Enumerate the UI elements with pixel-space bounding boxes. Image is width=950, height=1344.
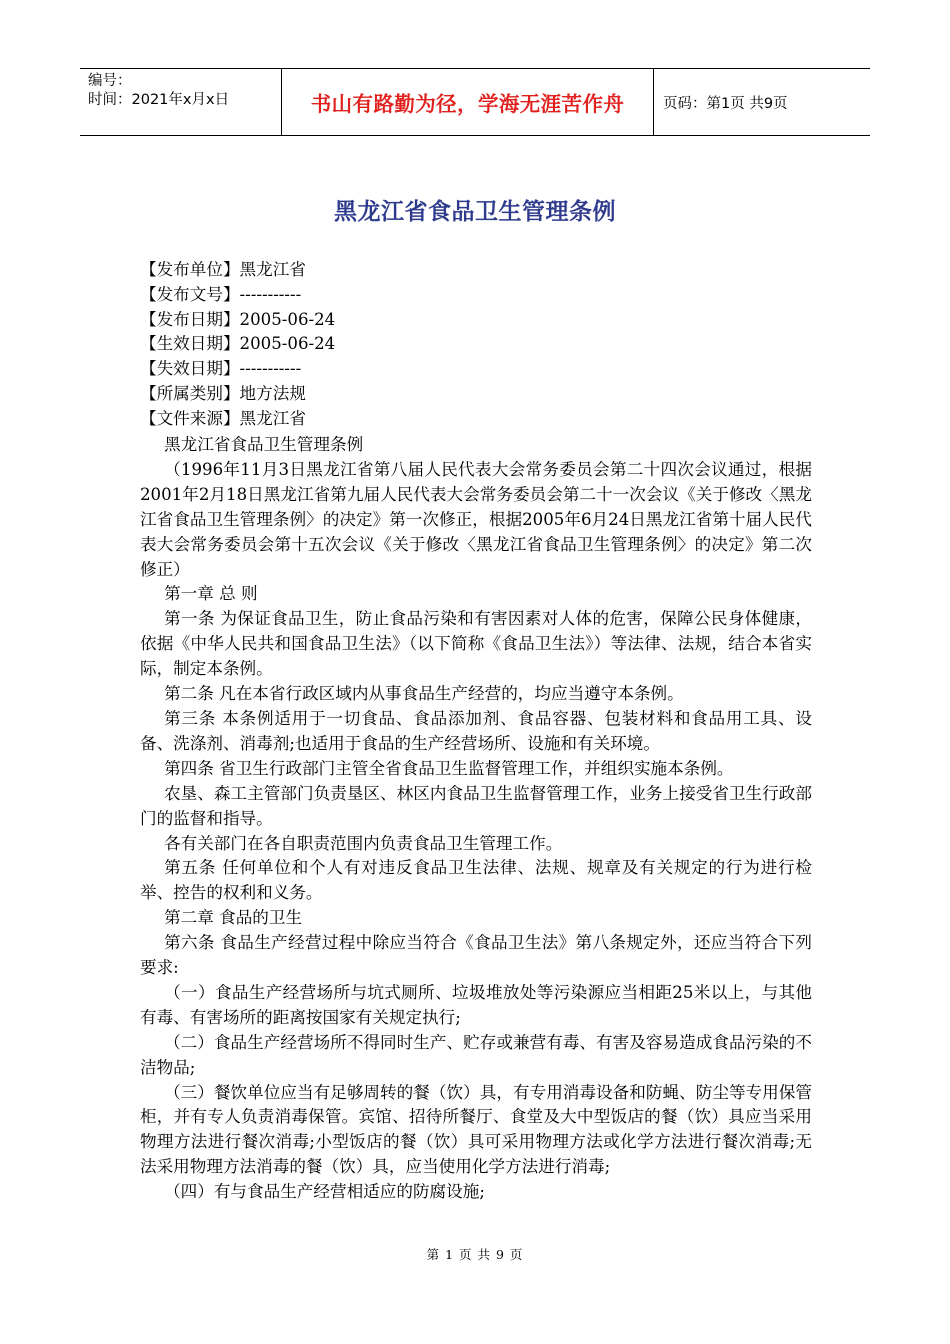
article-paragraph: 各有关部门在各自职责范围内负责食品卫生管理工作。 (164, 833, 563, 853)
meta-effective-date: 【生效日期】2005-06-24 (140, 334, 336, 354)
header-left-cell (80, 69, 281, 135)
meta-source: 【文件来源】黑龙江省 (140, 408, 306, 428)
meta-category: 【所属类别】地方法规 (140, 383, 306, 403)
clause-item: （一）食品生产经营场所与坑式厕所、垃圾堆放处等污染源应当相距25米以上，与其他有毒、有害场所的距离按国家有关规定执行; (140, 982, 812, 1027)
article-paragraph: 第二条 凡在本省行政区域内从事食品生产经营的，均应当遵守本条例。 (164, 684, 684, 704)
meta-publisher: 【发布单位】黑龙江省 (140, 260, 306, 279)
document-time-label: 时间：2021年x月x日 (88, 92, 230, 108)
meta-publish-date: 【发布日期】2005-06-24 (140, 309, 336, 329)
article-paragraph: 第三条 本条例适用于一切食品、食品添加剂、食品容器、包装材料和食品用工具、设备、洗涤剂、消毒剂;也适用于食品的生产经营场所、设施和有关环境。 (140, 708, 812, 753)
article-paragraph: 第四条 省卫生行政部门主管全省食品卫生监督管理工作，并组织实施本条例。 (164, 758, 734, 778)
document-body (140, 433, 812, 1205)
document-number-label: 编号： (88, 73, 132, 89)
header-table (80, 68, 870, 136)
meta-expiry-date: 【失效日期】----------- (140, 359, 302, 379)
header-page-cell (654, 69, 870, 135)
header-motto: 书山有路勤为径，学海无涯苦作舟 (310, 92, 625, 116)
clause-item: （四）有与食品生产经营相适应的防腐设施; (164, 1182, 485, 1202)
document-title: 黑龙江省食品卫生管理条例 (334, 199, 616, 225)
header-page-info: 页码：第1页 共9页 (663, 95, 788, 112)
page-footer: 第 1 页 共 9 页 (426, 1247, 524, 1262)
document-metadata (140, 258, 820, 432)
header-motto-cell (281, 69, 654, 135)
clause-item: （三）餐饮单位应当有足够周转的餐（饮）具，有专用消毒设备和防蝇、防尘等专用保管柜，并有专人负责消毒保管。宾馆、招待所餐厅、食堂及大中型饭店的餐（饮）具应当采用物理方法进行餐次消毒;小型饭店的餐（饮）具可采用物理方法或化学方法进行餐次消毒;无法采用物理方法消毒的餐（饮）具，应当使用化学方法进行消毒; (140, 1082, 812, 1177)
article-paragraph: 农垦、森工主管部门负责垦区、林区内食品卫生监督管理工作，业务上接受省卫生行政部门的监督和指导。 (140, 783, 812, 828)
chapter-heading: 第一章 总 则 (164, 584, 258, 604)
regulation-heading: 黑龙江省食品卫生管理条例 (164, 435, 364, 454)
article-paragraph: 第六条 食品生产经营过程中除应当符合《食品卫生法》第八条规定外，还应当符合下列要求: (140, 933, 812, 978)
clause-item: （二）食品生产经营场所不得同时生产、贮存或兼营有毒、有害及容易造成食品污染的不洁物品; (140, 1032, 812, 1077)
revision-history: （1996年11月3日黑龙江省第八届人民代表大会常务委员会第二十四次会议通过，根据2001年2月18日黑龙江省第九届人民代表大会常务委员会第二十一次会议《关于修改〈黑龙江省食品卫生管理条例〉的决定》第一次修正，根据2005年6月24日黑龙江省第十届人民代表大会常务委员会第十五次会议《关于修改〈黑龙江省食品卫生管理条例〉的决定》第二次修正） (140, 459, 812, 579)
meta-document-number: 【发布文号】----------- (140, 284, 302, 304)
chapter-heading: 第二章 食品的卫生 (164, 908, 303, 928)
article-paragraph: 第五条 任何单位和个人有对违反食品卫生法律、法规、规章及有关规定的行为进行检举、控告的权利和义务。 (140, 858, 812, 903)
article-paragraph: 第一条 为保证食品卫生，防止食品污染和有害因素对人体的危害，保障公民身体健康，依据《中华人民共和国食品卫生法》（以下简称《食品卫生法》）等法律、法规，结合本省实际，制定本条例。 (140, 609, 812, 679)
